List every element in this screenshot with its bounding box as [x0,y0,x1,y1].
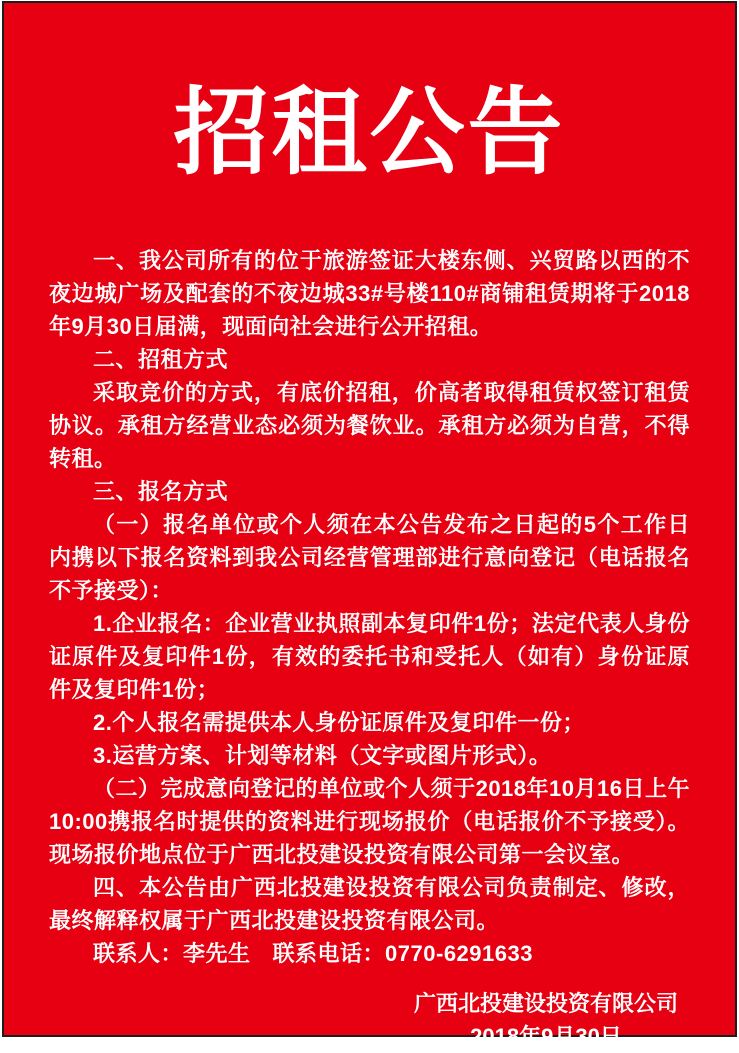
paragraph-section-3-heading: 三、报名方式 [93,478,229,504]
signature-date: 2018年9月30日 [470,1023,622,1049]
contact-person-label: 联系人： [93,940,184,966]
paragraph-section-2-heading: 二、招租方式 [93,346,229,372]
signature-company: 广西北投建设投资有限公司 [413,990,678,1016]
announcement-poster [2,1,737,1049]
paragraph-registration-intro: （一）报名单位或个人须在本公告发布之日起的5个工作日内携以下报名资料到我公司经营管理部进行意向登记（电话报名不予接受）： [49,511,690,603]
paragraph-operation-plan: 3.运营方案、计划等材料（文字或图片形式）。 [93,742,552,768]
paragraph-individual-registration: 2.个人报名需提供本人身份证原件及复印件一份； [93,709,585,735]
announcement-body [49,244,690,970]
contact-phone-label: 联系电话： [272,940,386,966]
paragraph-enterprise-registration: 1.企业报名：企业营业执照副本复印件1份；法定代表人身份证原件及复印件1份，有效的委托书和受托人（如有）身份证原件及复印件1份； [49,610,690,702]
contact-phone: 0770-6291633 [385,940,533,966]
paragraph-onsite-bidding: （二）完成意向登记的单位或个人须于2018年10月16日上午10:00携报名时提供的资料进行现场报价（电话报价不予接受）。现场报价地点位于广西北投建设投资有限公司第一会议室。 [49,775,690,867]
paragraph-section-4: 四、本公告由广西北投建设投资有限公司负责制定、修改，最终解释权属于广西北投建设投资有限公司。 [49,874,690,933]
paragraph-section-1: 一、我公司所有的位于旅游签证大楼东侧、兴贸路以西的不夜边城广场及配套的不夜边城33#号楼110#商铺租赁期将于2018年9月30日届满，现面向社会进行公开招租。 [49,247,690,339]
contact-line [49,937,690,970]
paragraph-section-2-body: 采取竞价的方式，有底价招租，价高者取得租赁权签订租赁协议。承租方经营业态必须为餐饮业。承租方必须为自营，不得转租。 [49,379,690,471]
contact-person: 李先生 [183,940,251,966]
poster-title: 招租公告 [173,77,566,188]
